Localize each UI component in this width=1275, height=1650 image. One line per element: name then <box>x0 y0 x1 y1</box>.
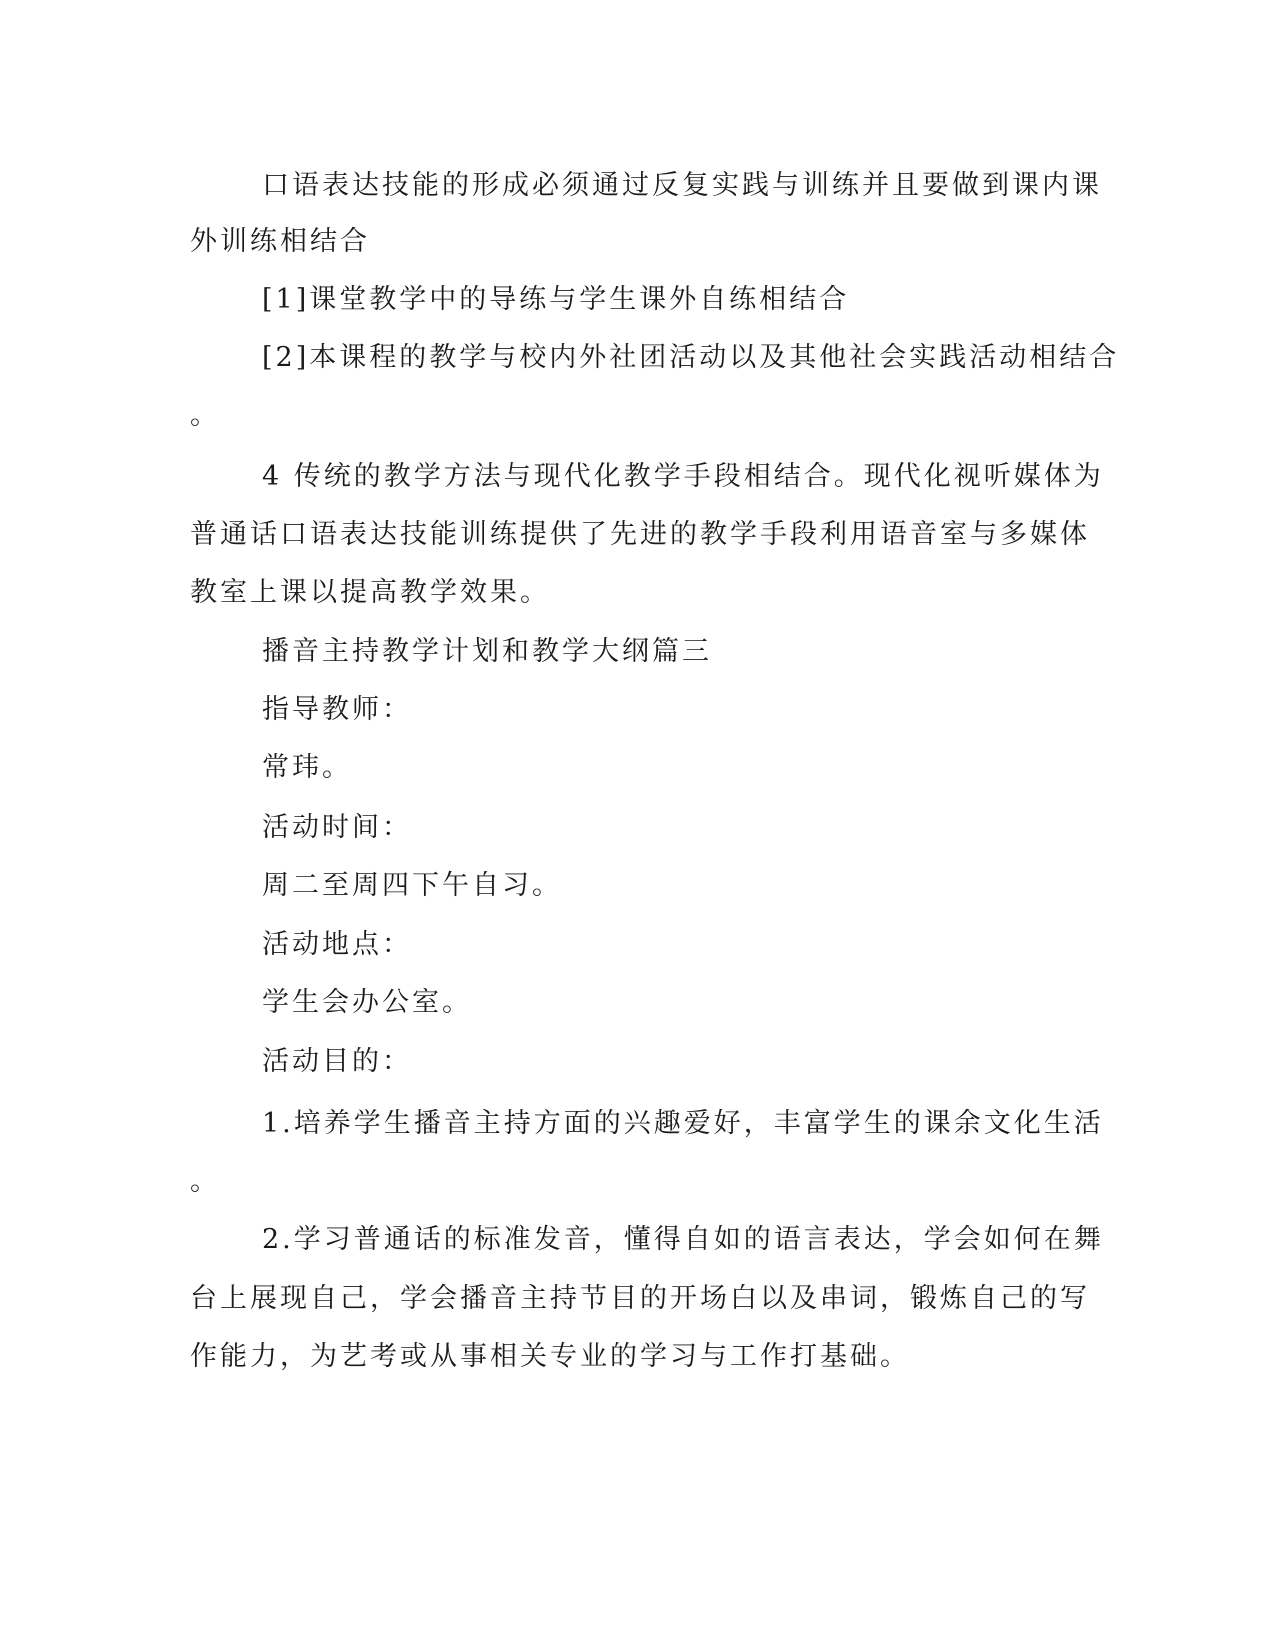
section-heading: 播音主持教学计划和教学大纲篇三 <box>262 636 712 667</box>
paragraph-line: 普通话口语表达技能训练提供了先进的教学手段利用语音室与多媒体 <box>190 519 1090 550</box>
paragraph-line: 外训练相结合 <box>190 226 370 257</box>
field-value: 常玮。 <box>262 752 352 783</box>
field-value: 学生会办公室。 <box>262 987 472 1018</box>
list-item-purpose-2: 2.学习普通话的标准发音，懂得自如的语言表达，学会如何在舞 <box>262 1224 1104 1255</box>
paragraph-line: 。 <box>190 1166 220 1197</box>
field-value: 周二至周四下午自习。 <box>262 870 562 901</box>
list-item-purpose-1: 1.培养学生播音主持方面的兴趣爱好，丰富学生的课余文化生活 <box>262 1108 1104 1139</box>
paragraph-line: 口语表达技能的形成必须通过反复实践与训练并且要做到课内课 <box>262 170 1102 201</box>
paragraph-line: 台上展现自己，学会播音主持节目的开场白以及串词，锻炼自己的写 <box>190 1283 1090 1314</box>
paragraph-line: 作能力，为艺考或从事相关专业的学习与工作打基础。 <box>190 1341 910 1372</box>
field-label: 活动目的： <box>262 1046 412 1077</box>
paragraph-line: 4 传统的教学方法与现代化教学手段相结合。现代化视听媒体为 <box>262 461 1104 492</box>
paragraph-line: 。 <box>190 400 220 431</box>
field-label: 活动时间： <box>262 812 412 843</box>
paragraph-line: 教室上课以提高教学效果。 <box>190 577 550 608</box>
field-label: 活动地点： <box>262 929 412 960</box>
field-label: 指导教师： <box>262 694 412 725</box>
list-item-1: [1]课堂教学中的导练与学生课外自练相结合 <box>262 284 850 315</box>
list-item-2: [2]本课程的教学与校内外社团活动以及其他社会实践活动相结合 <box>262 342 1120 373</box>
